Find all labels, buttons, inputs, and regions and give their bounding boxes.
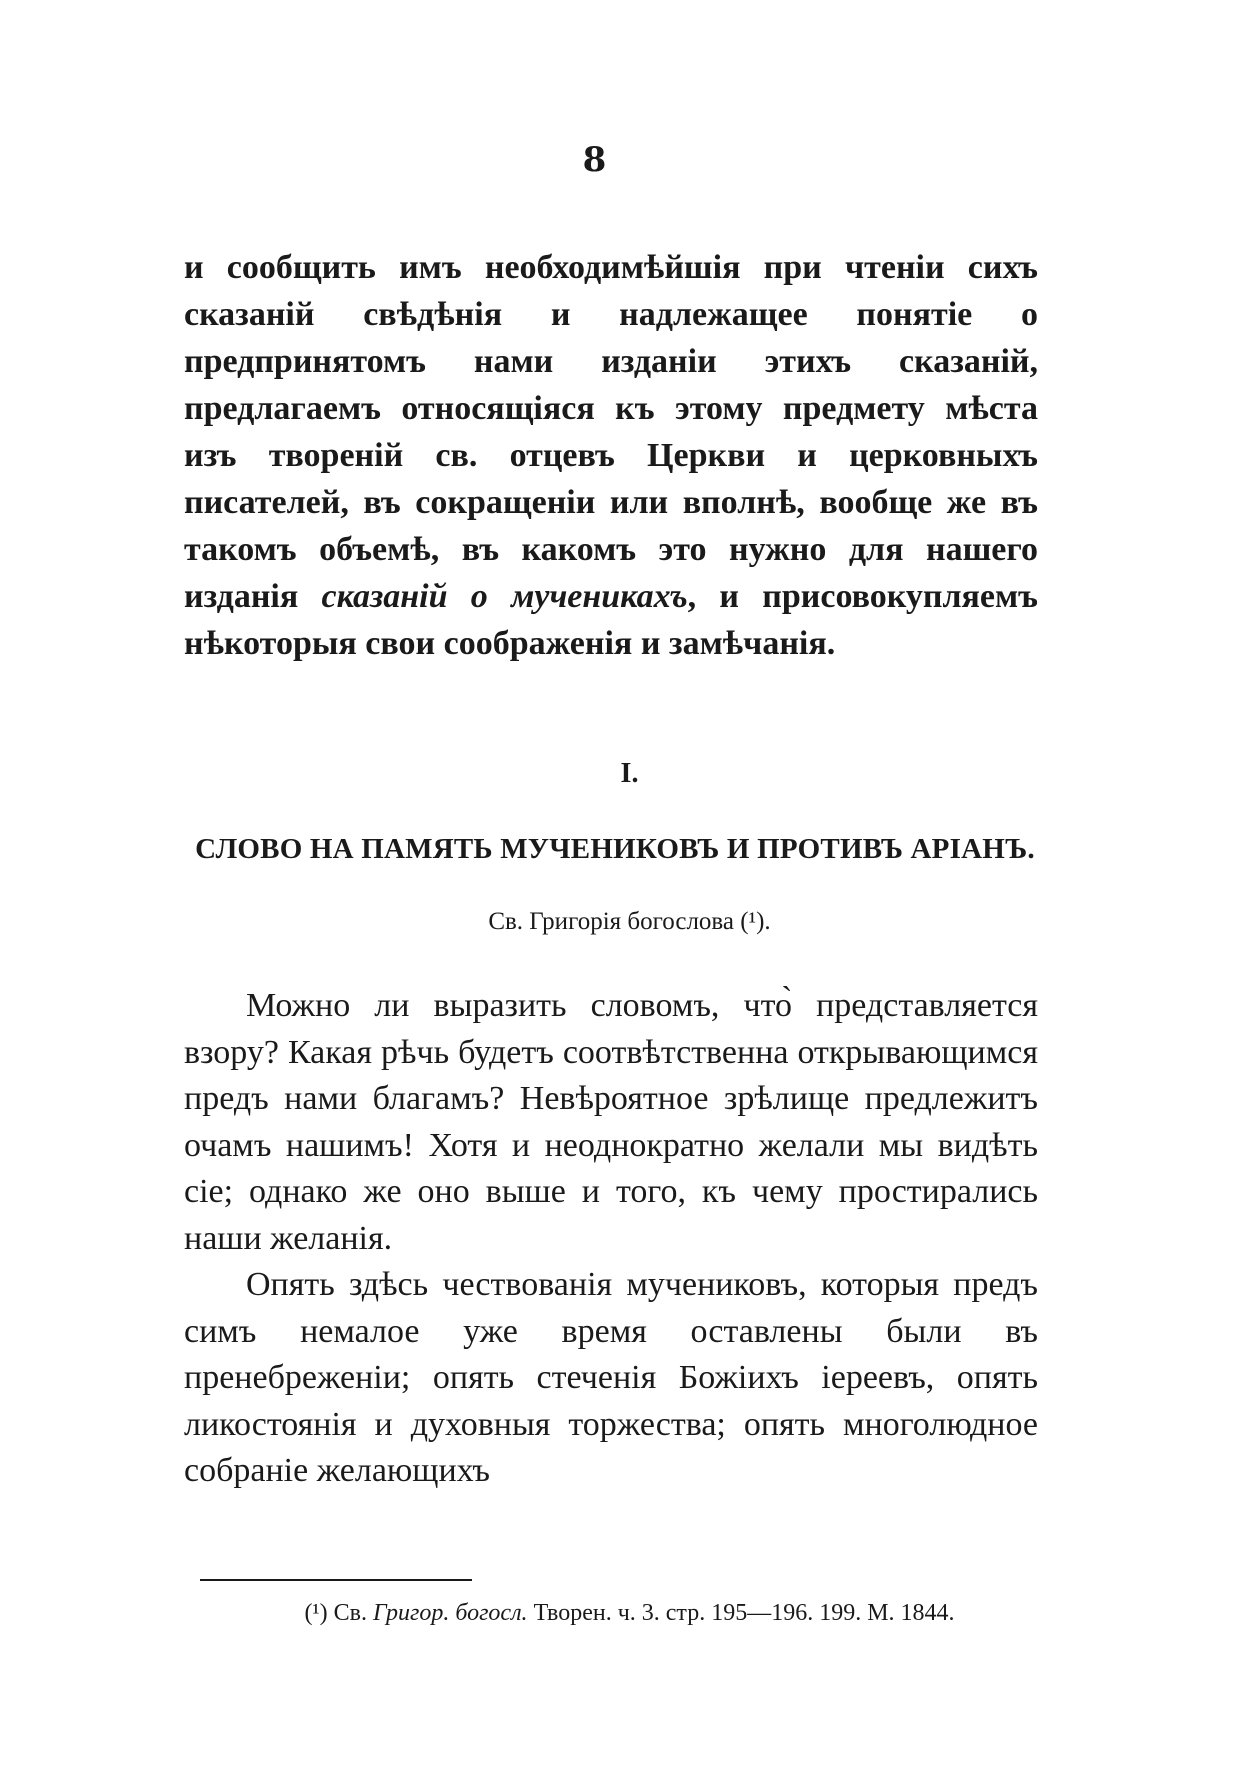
footnote-marker: (¹) (304, 1600, 328, 1626)
author-footnote-marker: (¹). (740, 908, 771, 935)
section-numeral: I. (620, 758, 639, 789)
intro-text-start: и сообщить имъ необходимѣйшія при чтеніи сихъ сказаній свѣдѣнія и надлежащее понятіе о предпринятомъ нами изданіи этихъ сказаній, предлагаемъ относящіяся къ этому предмету мѣста изъ твореній св. отцевъ Церкви и церковныхъ писателей, въ сокращеніи или вполнѣ, вообще же въ такомъ объемѣ, въ какомъ это нужно для нашего изданія (184, 249, 1038, 615)
footnote-reference: Творен. ч. 3. стр. 195—196. 199. М. 1844. (533, 1600, 955, 1626)
footnote-prefix: Св. (333, 1600, 367, 1626)
intro-italic-phrase: сказаній о мученикахъ (321, 578, 688, 615)
body-text (184, 983, 1038, 1495)
footnote-divider (200, 1579, 472, 1581)
intro-paragraph-block (184, 244, 1038, 667)
author-name: Св. Григорія богослова (488, 908, 735, 935)
body-paragraph-2: Опять здѣсь чествованія мучениковъ, которыя предъ симъ немалое уже время оставлены были въ пренебреженіи; опять стеченія Божіихъ іереевъ, опять ликостоянія и духовныя торжества; опять многолюдное собраніе желающихъ (184, 1266, 1038, 1489)
section-title: СЛОВО НА ПАМЯТЬ МУЧЕНИКОВЪ И ПРОТИВЪ АРІАНЪ. (195, 833, 1035, 865)
body-paragraph-1: Можно ли выразить словомъ, что̀ представляется взору? Какая рѣчь будетъ соотвѣтственна открывающимся предъ нами благамъ? Невѣроятное зрѣлище предлежитъ очамъ нашимъ! Хотя и неоднократно желали мы видѣть сіе; однако же оно выше и того, къ чему простирались наши желанія. (184, 987, 1038, 1257)
footnote-italic-source: Григор. богосл. (372, 1600, 528, 1626)
intro-paragraph (184, 244, 1038, 667)
footnote (0, 1600, 1259, 1627)
page-number: 8 (582, 140, 608, 180)
section-author (0, 908, 1259, 936)
intro-text-end: , и присовокупляемъ нѣкоторыя свои соображенія и замѣчанія. (184, 578, 1038, 662)
